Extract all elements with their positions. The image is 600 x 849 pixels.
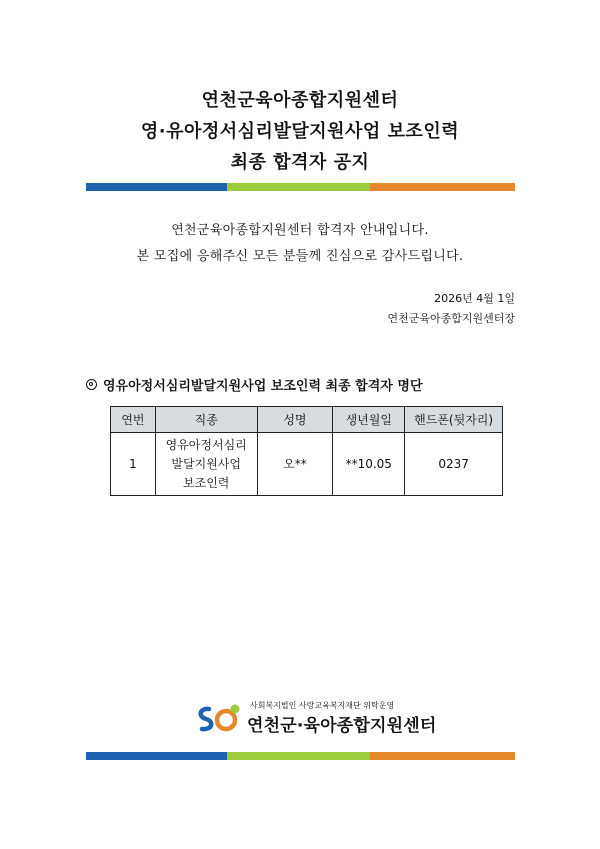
stripe-orange-segment [370,183,515,191]
notice-date: 2026년 4월 1일 [434,292,515,305]
cell-job [155,433,257,496]
title-notice: 최종 합격자 공지 [230,152,370,173]
footer-center-name: 연천군·육아종합지원센터 [247,716,437,736]
stripe-blue-segment [86,752,227,760]
color-stripe-top [86,183,515,191]
notice-signer: 연천군육아종합지원센터장 [387,312,515,325]
double-circle-bullet-icon [86,379,97,390]
stripe-orange-segment [370,752,515,760]
intro-line-2: 본 모집에 응해주신 모든 분들께 진심으로 감사드립니다. [136,249,464,264]
section-heading [86,375,423,394]
center-logo-icon [195,702,243,736]
header-no: 연번 [111,407,156,433]
header-birth: 생년월일 [333,407,405,433]
stripe-green-segment [227,752,370,760]
footer-logo [195,700,455,740]
stripe-blue-segment [86,183,227,191]
cell-job-line-3: 보조인력 [183,475,230,490]
cell-job-line-1: 영유아정서심리 [165,437,247,452]
results-table [110,406,503,496]
table-header-row [111,407,503,433]
intro-line-1: 연천군육아종합지원센터 합격자 안내입니다. [171,223,429,238]
cell-phone: 0237 [405,433,503,496]
section-heading-text: 영유아정서심리발달지원사업 보조인력 최종 합격자 명단 [103,379,423,394]
cell-birth: **10.05 [333,433,405,496]
header-phone: 핸드폰(뒷자리) [405,407,503,433]
cell-job-line-2: 발달지원사업 [171,456,241,471]
color-stripe-bottom [86,752,515,760]
title-program-name: 영·유아정서심리발달지원사업 보조인력 [140,121,460,142]
title-center-name: 연천군육아종합지원센터 [201,90,399,111]
cell-name: 오** [257,433,333,496]
footer-operator-text: 사회복지법인 사랑교육복지재단 위탁운영 [250,701,395,710]
table-row [111,433,503,496]
header-job: 직종 [155,407,257,433]
cell-no: 1 [111,433,156,496]
header-name: 성명 [257,407,333,433]
stripe-green-segment [227,183,370,191]
